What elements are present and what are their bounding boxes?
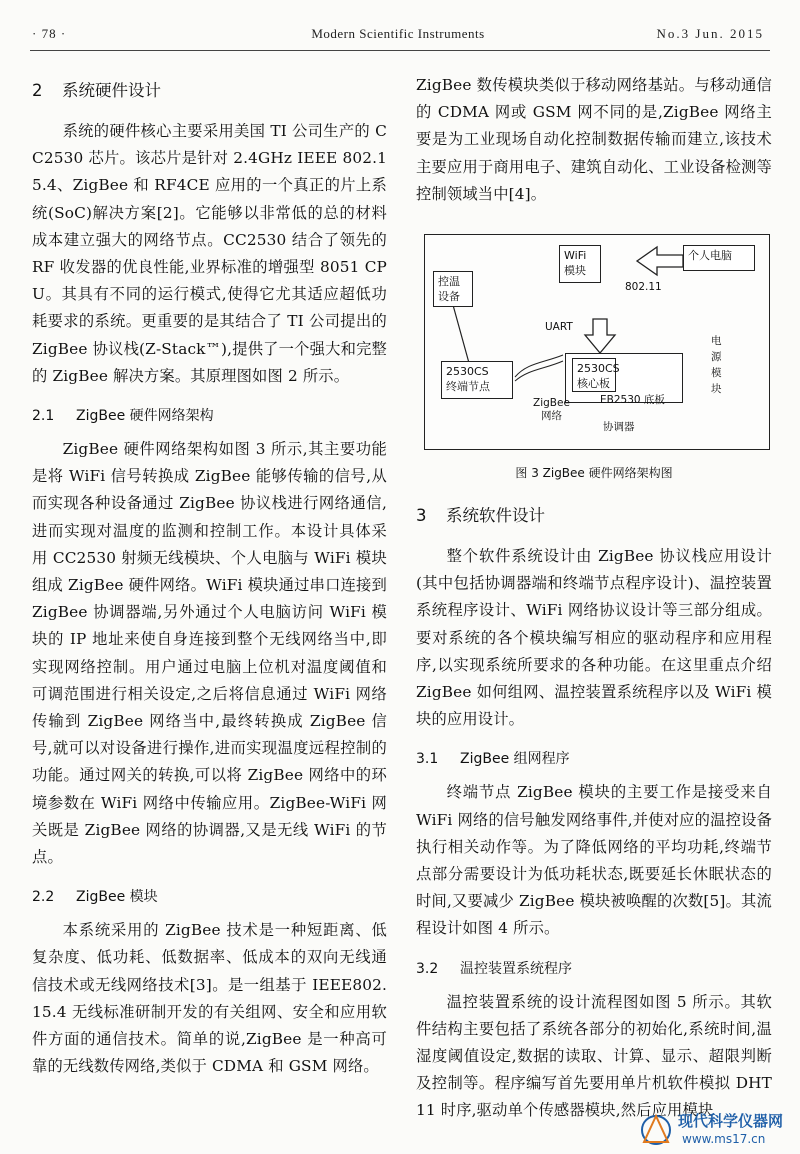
paragraph: 系统的硬件核心主要采用美国 TI 公司生产的 CC2530 芯片。该芯片是针对 2.4GHz IEEE 802.15.4、ZigBee 和 RF4CE 应用的一个真正的片上系统(SoC)解决方案[2]。它能够以非常低的总的材料成本建立强大的网络节点。CC2530 结合了领先的 RF 收发器的优良性能,业界标准的增强型 8051 CPU。其具有不同的运行模式,使得它尤其适应超低功耗要求的系统。更重要的是其结合了 TI 公司提出的 ZigBee 协议栈(Z-Stack™),提供了一个强大和完整的 ZigBee 解决方案。其原理图如图 2 所示。 — [32, 122, 387, 385]
subsection-heading — [32, 402, 387, 430]
core-board-block: 2530CS 核心板 — [572, 358, 616, 392]
zigbee-network-label: ZigBee 网络 — [533, 397, 570, 423]
page-number: · 78 · — [32, 26, 67, 41]
subsection-heading — [416, 745, 772, 773]
right-column — [416, 72, 772, 1125]
subsection-number: 3.2 — [416, 960, 439, 977]
subsection-title: 温控装置系统程序 — [460, 960, 572, 977]
paragraph: 本系统采用的 ZigBee 技术是一种短距离、低复杂度、低功耗、低数据率、低成本的双向无线通信技术或无线网络技术[3]。是一组基于 IEEE802.15.4 无线标准研制开发的有关组网、安全和应用软件方面的通信技术。简单的说,ZigBee 是一种高可靠的无线数传网络,类似于 CDMA 和 GSM 网络。 — [32, 921, 387, 1076]
freq-label: 802.11 — [625, 281, 662, 294]
subsection-title: ZigBee 组网程序 — [460, 751, 570, 768]
paragraph: 终端节点 ZigBee 模块的主要工作是接受来自 WiFi 网络的信号触发网络事件,并使对应的温控设备执行相关动作等。为了降低网络的平均功耗,终端节点部分需要设计为低功耗状态,既要延长休眠状态的时间,又要减少 ZigBee 模块被唤醒的次数[5]。其流程设计如图 4 所示。 — [416, 783, 772, 938]
journal-title: Modern Scientific Instruments — [311, 26, 485, 41]
base-board-block — [565, 353, 683, 407]
figure-caption: 图 3 ZigBee 硬件网络架构图 — [515, 466, 673, 481]
subsection-number: 2.1 — [32, 408, 55, 425]
temp-device-block: 控温 设备 — [433, 271, 473, 307]
section-title: 系统硬件设计 — [62, 81, 161, 100]
section-number: 2 — [32, 81, 43, 100]
watermark-url: www.ms17.cn — [682, 1132, 766, 1146]
arrow-uart-down — [585, 319, 615, 353]
power-module-label: 电 源 模 块 — [711, 335, 722, 396]
uart-label: UART — [545, 321, 573, 334]
watermark-logo — [634, 1108, 794, 1152]
paragraph: ZigBee 数传模块类似于移动网络基站。与移动通信的 CDMA 网或 GSM 网不同的是,ZigBee 网络主要是为工业现场自动化控制数据传输而建立,该技术主要应用于商用电子、建筑自动化、工业设备检测等控制领域当中[4]。 — [416, 76, 772, 203]
subsection-heading — [32, 883, 387, 911]
pc-block: 个人电脑 — [683, 245, 755, 271]
base-board-label: EB2530 底板 — [600, 394, 665, 407]
paragraph: ZigBee 硬件网络架构如图 3 所示,其主要功能是将 WiFi 信号转换成 ZigBee 能够传输的信号,从而实现各种设备通过 ZigBee 协议栈进行网络通信,进而实现对温度的监测和控制工作。本设计具体采用 CC2530 射频无线模块、个人电脑与 WiFi 模块组成 ZigBee 硬件网络。WiFi 模块通过串口连接到 ZigBee 协调器端,另外通过个人电脑访问 WiFi 模块的 IP 地址来使自身连接到整个无线网络当中,即实现网络控制。用户通过电脑上位机对温度阈值和可调范围进行相关设定,之后将信息通过 WiFi 网络传输到 ZigBee 网络当中,最终转换成 ZigBee 信号,就可以对设备进行操作,进而实现温度远程控制的功能。通过网关的转换,可以将 ZigBee 网络中的环境参数在 WiFi 网络中传输应用。ZigBee-WiFi 网关既是 ZigBee 网络的协调器,又是无线 WiFi 的节点。 — [32, 440, 387, 867]
line-ctrl-to-end — [453, 305, 469, 363]
paragraph: 温控装置系统的设计流程图如图 5 所示。其软件结构主要包括了系统各部分的初始化,系统时间,温湿度阈值设定,数据的读取、计算、显示、超限判断及控制等。程序编写首先要用单片机软件模拟 DHT11 时序,驱动单个传感器模块,然后应用模块 — [416, 992, 772, 1120]
subsection-number: 2.2 — [32, 889, 55, 906]
subsection-heading — [416, 955, 772, 983]
arrow-pc-to-wifi — [637, 247, 683, 275]
section-number: 3 — [416, 506, 427, 526]
subsection-title: ZigBee 硬件网络架构 — [76, 408, 214, 425]
left-column — [32, 66, 387, 1081]
zigbee-link — [515, 355, 563, 377]
issue-info: No.3 Jun. 2015 — [656, 26, 764, 41]
watermark-name: 现代科学仪器网 — [678, 1112, 784, 1130]
subsection-number: 3.1 — [416, 751, 439, 768]
architecture-figure — [424, 234, 770, 450]
end-node-block: 2530CS 终端节点 — [441, 361, 513, 399]
coordinator-label: 协调器 — [603, 421, 635, 434]
subsection-title: ZigBee 模块 — [76, 889, 158, 906]
section-title: 系统软件设计 — [446, 506, 545, 526]
watermark-icon — [636, 1110, 676, 1150]
section-heading — [32, 74, 387, 108]
page-header — [32, 26, 764, 48]
header-rule — [30, 50, 770, 51]
paragraph: 整个软件系统设计由 ZigBee 协议栈应用设计(其中包括协调器端和终端节点程序设计)、温控装置系统程序设计、WiFi 网络协议设计等三部分组成。要对系统的各个模块编写相应的驱动程序和应用程序,以实现系统所要求的各种功能。在这里重点介绍 ZigBee 如何组网、温控装置系统程序以及 WiFi 模块的应用设计。 — [416, 547, 772, 729]
wifi-module-block: WiFi 模块 — [559, 245, 601, 283]
section-heading — [416, 499, 772, 533]
